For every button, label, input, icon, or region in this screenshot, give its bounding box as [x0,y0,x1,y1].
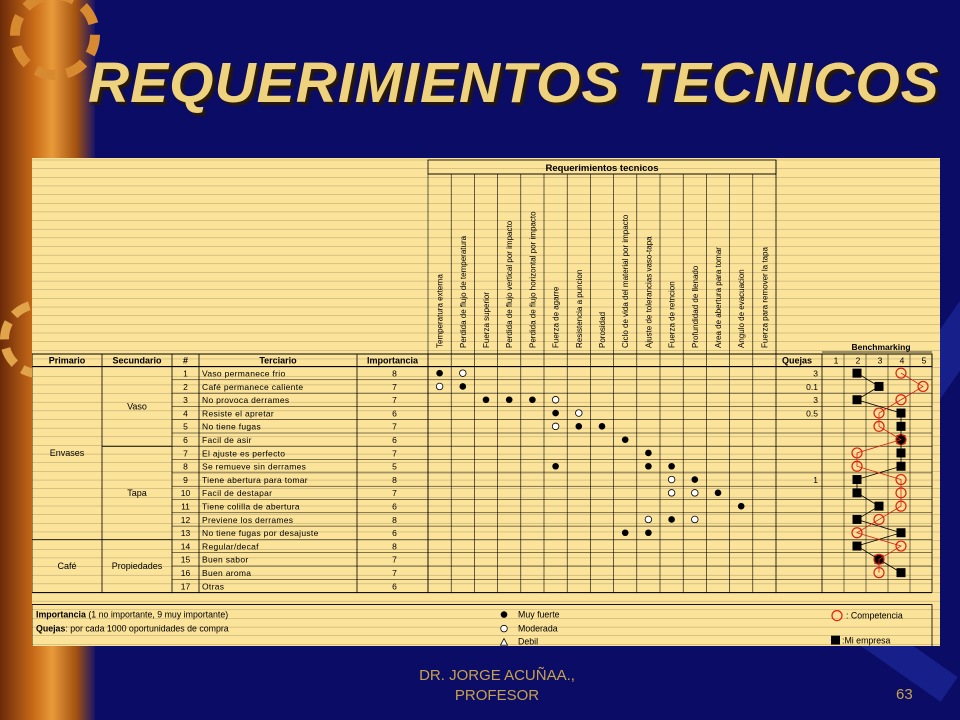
tech-column-header: Temperatura externa [435,274,445,348]
benchmark-scale-label: 1 [833,355,839,366]
row-quejas: 0.5 [806,408,818,419]
legend-weak-label: Debil [518,636,539,646]
row-terciario: No tiene fugas [202,421,262,432]
row-terciario: No provoca derrames [202,395,290,406]
row-terciario: Resiste el apretar [202,408,275,419]
row-quejas: 3 [813,368,818,379]
mi-empresa-marker [897,568,906,577]
moderate-relationship-mark [552,396,559,403]
moderate-relationship-mark [436,383,443,390]
legend-weak-mark [501,639,508,646]
strong-relationship-mark [552,463,559,470]
header-primario: Primario [48,355,86,366]
moderate-relationship-mark [576,410,583,417]
moderate-relationship-mark [668,490,675,497]
legend-quejas-label: Quejas [36,623,66,634]
moderate-relationship-mark [552,423,559,430]
moderate-relationship-mark [460,370,467,377]
secondary-group-label: Vaso [127,401,147,412]
row-terciario: No tiene fugas por desajuste [202,528,319,539]
benchmark-scale-label: 2 [855,355,861,366]
row-terciario: Previene los derrames [202,514,294,525]
row-number: 5 [183,421,188,432]
row-number: 13 [180,528,191,539]
tech-column-header: Resistencia a puncion [574,269,584,348]
tech-column-header: Perdida de flujo de temperatura [458,235,468,348]
legend-moderate-label: Moderada [518,623,558,634]
benchmark-scale-label: 5 [921,355,927,366]
row-importancia: 6 [392,528,397,539]
legend-importancia-label: Importancia [36,609,86,620]
strong-relationship-mark [552,410,559,417]
row-number: 7 [183,448,188,459]
row-number: 9 [183,474,188,485]
row-importancia: 7 [392,568,397,578]
primary-group-label: Envases [49,447,85,458]
strong-relationship-mark [668,516,675,523]
tech-column-header: Profundidad de llenado [690,265,700,348]
primary-group-label: Café [57,561,77,571]
row-number: 10 [180,488,191,499]
strong-relationship-mark [668,463,675,470]
row-terciario: Café permanece caliente [202,381,304,392]
header-num: # [182,355,189,366]
strong-relationship-mark [436,370,443,377]
row-terciario: Tiene abertura para tomar [202,474,308,485]
row-number: 12 [180,514,191,525]
legend-quejas [36,624,229,634]
strong-relationship-mark [645,463,652,470]
strong-relationship-mark [622,436,629,443]
strong-relationship-mark [599,423,606,430]
tech-column-header: Fuerza de retncion [667,281,677,348]
row-terciario: Vaso permanece frio [202,368,286,379]
row-importancia: 8 [392,368,397,379]
row-terciario: Facil de asir [202,435,252,445]
legend-competencia-label: : Competencia [846,610,903,621]
slide-title: REQUERIMIENTOS TECNICOS [88,51,940,115]
moderate-relationship-mark [692,490,699,497]
row-importancia: 7 [392,448,397,459]
header-terciario: Terciario [259,355,297,366]
row-importancia: 7 [392,381,397,392]
row-number: 16 [180,568,191,578]
tech-column-header: Porosidad [598,311,607,348]
row-importancia: 6 [392,501,397,512]
tech-column-header: Fuerza para remover la tapa [760,247,770,348]
secondary-group-label: Tapa [127,487,147,498]
row-number: 14 [180,541,191,552]
legend-moderate-mark [501,625,508,632]
row-quejas: 3 [813,395,818,406]
row-importancia: 5 [392,461,397,472]
row-terciario: Buen aroma [202,568,252,578]
strong-relationship-mark [645,529,652,536]
header-quejas: Quejas [781,355,813,366]
row-terciario: Se remueve sin derrames [202,461,307,472]
row-importancia: 8 [392,474,397,485]
secondary-group-label: Propiedades [111,561,163,571]
strong-relationship-mark [692,476,699,483]
row-number: 6 [183,435,188,445]
row-terciario: Otras [202,581,225,592]
tech-column-header: Fuerza superior [482,291,491,348]
moderate-relationship-mark [692,516,699,523]
row-number: 1 [183,368,188,379]
row-terciario: Tiene colilla de abertura [202,501,300,512]
legend-strong-label: Muy fuerte [518,609,560,620]
matrix-svg [32,158,940,646]
moderate-relationship-mark [645,516,652,523]
legend-importancia-text: (1 no importante, 9 muy importante) [85,609,229,620]
page-number: 63 [896,686,913,703]
row-terciario: El ajuste es perfecto [202,448,286,459]
row-terciario: Regular/decaf [202,541,259,552]
legend-mi-empresa-mark [831,636,840,645]
row-importancia: 7 [392,554,397,565]
row-number: 2 [183,381,188,392]
row-importancia: 6 [392,408,397,419]
row-importancia: 8 [392,514,397,525]
tech-column-header: Ciclo de vida del material por impacto [621,214,631,348]
tech-column-header: Ajuste de tolerancias vaso-tapa [644,236,654,348]
tech-column-header: Angulo de evacuacion [737,269,747,348]
row-quejas: 1 [813,474,818,485]
tech-column-header: Area de abertura para tomar [714,247,723,348]
legend-mi-empresa-label: :Mi empresa [842,635,891,646]
legend-strong-mark [501,611,508,618]
row-importancia: 7 [392,421,397,432]
strong-relationship-mark [715,490,722,497]
strong-relationship-mark [622,529,629,536]
row-importancia: 8 [392,541,397,552]
row-number: 17 [180,581,191,592]
tech-column-header: Fuerza de agarre [551,286,561,348]
row-terciario: Facil de destapar [202,488,273,499]
row-terciario: Buen sabor [202,554,249,565]
row-quejas: 0.1 [806,381,818,392]
requirements-matrix [32,158,940,646]
legend-competencia-mark [832,611,842,621]
footer-author: DR. JORGE ACUÑAA., PROFESOR [419,667,575,704]
strong-relationship-mark [529,396,536,403]
row-number: 15 [180,554,191,565]
row-importancia: 7 [392,488,397,499]
row-number: 4 [183,408,188,419]
header-importancia: Importancia [366,355,419,366]
row-importancia: 7 [392,395,397,406]
row-number: 3 [183,395,188,406]
row-number: 11 [181,501,190,512]
benchmark-scale-label: 4 [899,355,905,366]
tech-column-header: Perdida de flujo vertical por impacto [505,220,515,348]
tech-group-header: Requerimientos tecnicos [545,163,659,174]
strong-relationship-mark [576,423,583,430]
strong-relationship-mark [738,503,745,510]
legend-quejas-text: : por cada 1000 oportunidades de compra [65,623,229,634]
header-secundario: Secundario [112,355,162,366]
strong-relationship-mark [645,450,652,457]
row-importancia: 6 [392,581,397,592]
row-importancia: 6 [392,435,397,445]
moderate-relationship-mark [668,476,675,483]
row-number: 8 [183,461,188,472]
tech-column-header: Perdida de flujo horizontal por impacto [528,211,538,348]
strong-relationship-mark [460,383,467,390]
benchmark-scale-label: 3 [877,355,883,366]
strong-relationship-mark [483,396,490,403]
legend-importancia [36,610,228,620]
strong-relationship-mark [506,396,513,403]
benchmark-header: Benchmarking [851,342,911,352]
